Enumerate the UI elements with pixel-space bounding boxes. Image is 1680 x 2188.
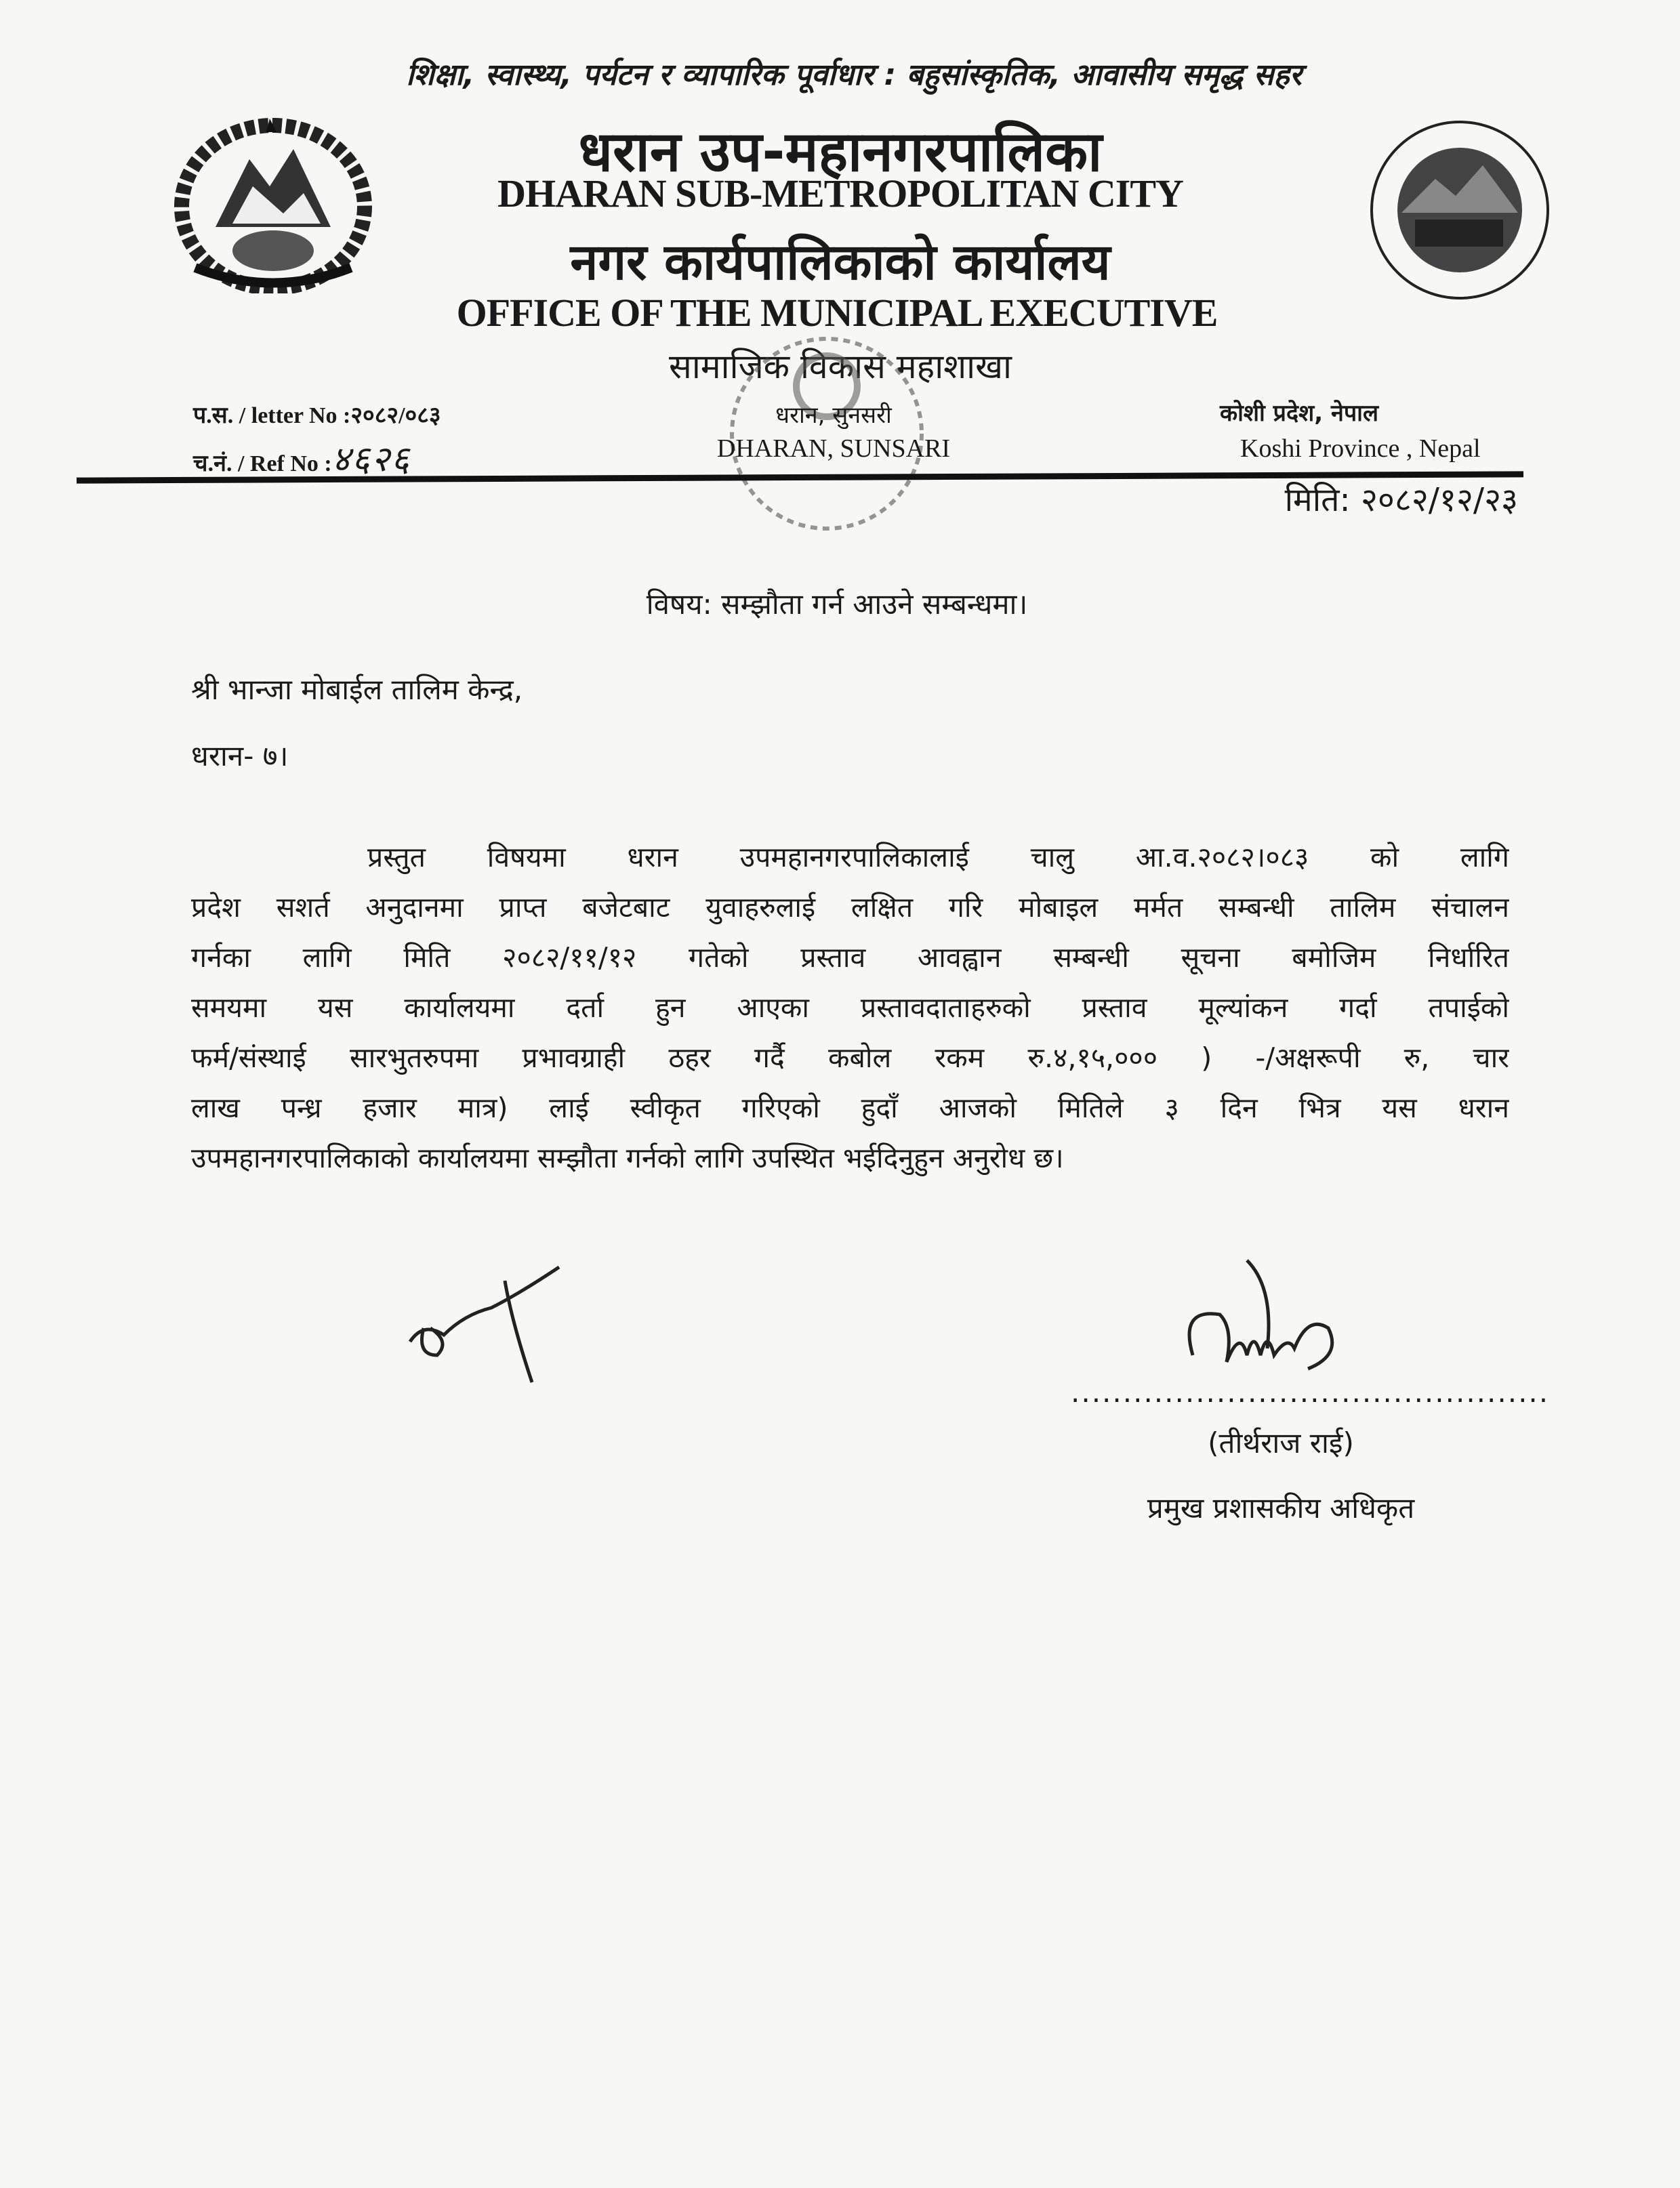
title-nepali: धरान उप-महानगरपालिका xyxy=(578,120,1103,184)
ref-number-value: ४६२६ xyxy=(331,439,411,480)
signature-line: .............................................. xyxy=(1071,1376,1550,1409)
province-nepali: कोशी प्रदेश, नेपाल xyxy=(1220,400,1378,427)
city-seal-logo xyxy=(1368,118,1552,302)
initial-signature xyxy=(396,1240,573,1389)
body-line: प्रदेश सशर्त अनुदानमा प्राप्त बजेटबाट युवाहरुलाई लक्षित गरि मोबाइल मर्मत सम्बन्धी तालिम संचालन xyxy=(191,891,1509,924)
signatory-designation: प्रमुख प्रशासकीय अधिकृत xyxy=(1147,1491,1415,1525)
tagline: शिक्षा, स्वास्थ्य, पर्यटन र व्यापारिक पूर्वाधार : बहुसांस्कृतिक, आवासीय समृद्ध सहर xyxy=(406,58,1302,92)
letter-date: मिति: २०८२/१२/२३ xyxy=(1284,481,1518,519)
signatory-name: (तीर्थराज राई) xyxy=(1208,1426,1354,1460)
letter-number xyxy=(193,398,441,430)
body-line: उपमहानगरपालिकाको कार्यालयमा सम्झौता गर्नको लागि उपस्थित भईदिनुहुन अनुरोध छ। xyxy=(191,1142,1064,1174)
department: सामाजिक विकास महाशाखा xyxy=(669,347,1012,386)
address-nepali: धरान, सुनसरी xyxy=(775,402,892,429)
letter-number-label: प.स. / letter No : xyxy=(193,403,351,428)
letter-body xyxy=(191,832,1509,1183)
nepal-emblem-logo xyxy=(168,112,378,293)
address-english: DHARAN, SUNSARI xyxy=(716,434,951,463)
ref-number xyxy=(193,434,411,482)
letter-number-value: २०८२/०८३ xyxy=(350,403,441,428)
province-english: Koshi Province , Nepal xyxy=(1240,434,1481,463)
body-line: गर्नका लागि मिति २०८२/११/१२ गतेको प्रस्ताव आवह्वान सम्बन्धी सूचना बमोजिम निर्धारित xyxy=(191,941,1509,974)
body-line: फर्म/संस्थाई सारभुतरुपमा प्रभावग्राही ठहर गर्दै कबोल रकम रु.४,१५,००० ) -/अक्षरूपी रु, चार xyxy=(191,1041,1509,1074)
ref-number-label: च.नं. / Ref No : xyxy=(193,451,332,476)
addressee-name: श्री भान्जा मोबाईल तालिम केन्द्र, xyxy=(191,673,523,706)
body-line: समयमा यस कार्यालयमा दर्ता हुन आएका प्रस्तावदाताहरुको प्रस्ताव मूल्यांकन गर्दा तपाईको xyxy=(191,991,1509,1024)
title-english: DHARAN SUB-METROPOLITAN CITY xyxy=(497,171,1183,215)
addressee-address: धरान- ७। xyxy=(191,739,289,772)
body-line: प्रस्तुत विषयमा धरान उपमहानगरपालिकालाई चालु आ.व.२०८२।०८३ को लागि xyxy=(367,841,1509,873)
subject: विषय: सम्झौता गर्न आउने सम्बन्धमा। xyxy=(646,587,1028,621)
office-nepali: नगर कार्यपालिकाको कार्यालय xyxy=(570,233,1111,291)
office-english: OFFICE OF THE MUNICIPAL EXECUTIVE xyxy=(456,291,1218,335)
body-line: लाख पन्ध्र हजार मात्र) लाई स्वीकृत गरिएको हुदाँ आजको मितिले ३ दिन भित्र यस धरान xyxy=(191,1092,1509,1124)
